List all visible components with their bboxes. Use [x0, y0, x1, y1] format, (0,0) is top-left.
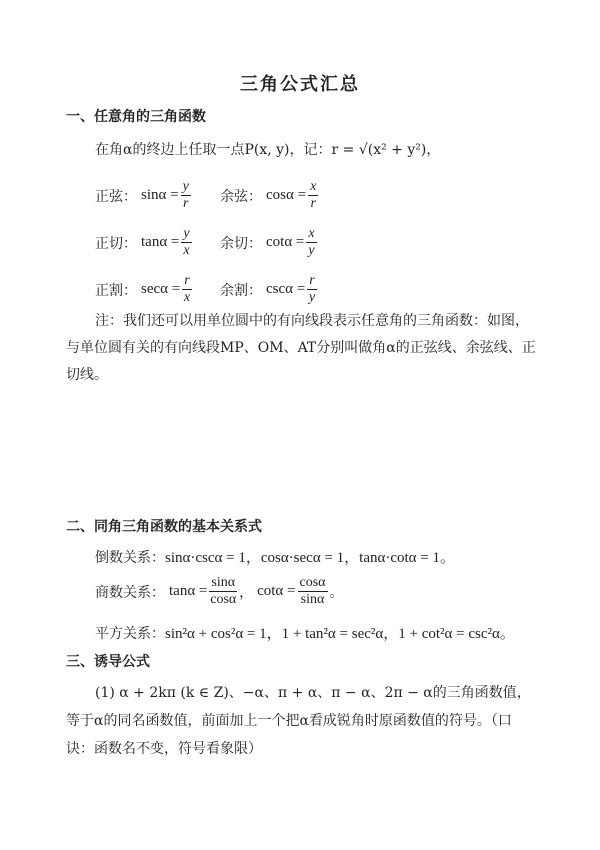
- square-relations: [95, 622, 515, 643]
- reciprocal-label: 倒数关系：: [95, 550, 165, 566]
- definition-label: 正弦：: [95, 188, 137, 205]
- section-1-intro: 在角α的终边上任取一点P(x, y)，记：r = √(x² + y²)，: [95, 142, 441, 158]
- fraction: [181, 179, 191, 212]
- square-formula: sin²α + cos²α = 1，1 + tan²α = sec²α，1 + cot²α = csc²α。: [165, 626, 515, 642]
- definition-row: [95, 219, 320, 266]
- reciprocal-relations: [95, 546, 455, 567]
- fraction-numerator: y: [182, 179, 189, 194]
- definition-row: [95, 172, 320, 219]
- trig-definitions: [95, 172, 320, 313]
- definition-lhs: cosα =: [266, 187, 307, 203]
- fraction: [306, 226, 316, 259]
- definition-cell: [95, 226, 220, 259]
- fraction-denominator: sinα: [300, 592, 325, 607]
- fraction-numerator: sinα: [211, 575, 236, 590]
- definition-cell: [220, 179, 320, 212]
- definition-row: [95, 266, 320, 313]
- definition-label: 余切：: [220, 235, 262, 252]
- reciprocal-formula: sinα·cscα = 1，cosα·secα = 1，tanα·cotα = 1。: [165, 550, 455, 566]
- section-2-heading: 二、同角三角函数的基本关系式: [66, 519, 262, 535]
- fraction-denominator: x: [183, 243, 190, 258]
- definition-cell: [220, 226, 319, 259]
- fraction: [298, 575, 328, 608]
- fraction: [307, 273, 316, 306]
- fraction-numerator: r: [184, 273, 190, 288]
- definition-label: 正切：: [95, 235, 137, 252]
- section-3-paragraph: (1) α + 2kπ (k ∈ Z)、−α、π + α、π − α、2π − α的三角函数值，等于α的同名函数值，前面加上一个把α看成锐角时原函数值的符号。（口诀：函数名不变，符号看象限）: [66, 685, 531, 757]
- fraction-numerator: r: [309, 273, 315, 288]
- section-3-heading: 三、诱导公式: [66, 654, 150, 670]
- definition-label: 正割：: [95, 282, 137, 299]
- definition-cell: [95, 179, 220, 212]
- quotient-separator: 。: [329, 584, 344, 601]
- square-label: 平方关系：: [95, 626, 165, 642]
- quotient-relations: [95, 575, 344, 608]
- fraction: [182, 273, 191, 306]
- definition-lhs: cotα =: [266, 234, 305, 250]
- definition-cell: [95, 273, 220, 306]
- definition-lhs: tanα =: [141, 234, 180, 250]
- definition-label: 余割：: [220, 282, 262, 299]
- definition-lhs: secα =: [141, 281, 181, 297]
- fraction-numerator: y: [183, 226, 190, 241]
- quotient-label: 商数关系：: [95, 584, 165, 601]
- section-1-heading: 一、任意角的三角函数: [66, 109, 206, 125]
- quotient-separator: ，: [239, 584, 254, 601]
- fraction: [308, 179, 318, 212]
- fraction-denominator: y: [308, 290, 316, 305]
- fraction-denominator: r: [310, 196, 316, 211]
- fraction-numerator: x: [308, 226, 315, 241]
- definition-lhs: sinα =: [141, 187, 179, 203]
- fraction-denominator: cosα: [210, 592, 237, 607]
- fraction-denominator: r: [182, 196, 189, 211]
- fraction-numerator: cosα: [299, 575, 326, 590]
- fraction-numerator: x: [310, 179, 317, 194]
- definition-lhs: cscα =: [266, 281, 306, 297]
- fraction: [181, 226, 191, 259]
- section-1-note: 注：我们还可以用单位圆中的有向线段表示任意角的三角函数：如图，与单位圆有关的有向线段MP、OM、AT分别叫做角α的正弦线、余弦线、正切线。: [66, 313, 536, 383]
- definition-cell: [220, 273, 319, 306]
- fraction: [209, 575, 237, 608]
- quotient-lhs: tanα =: [169, 583, 208, 599]
- quotient-lhs: cotα =: [257, 583, 296, 599]
- definition-label: 余弦：: [220, 188, 262, 205]
- fraction-denominator: y: [308, 243, 315, 258]
- page-title: 三角公式汇总: [240, 74, 360, 95]
- fraction-denominator: x: [183, 290, 191, 305]
